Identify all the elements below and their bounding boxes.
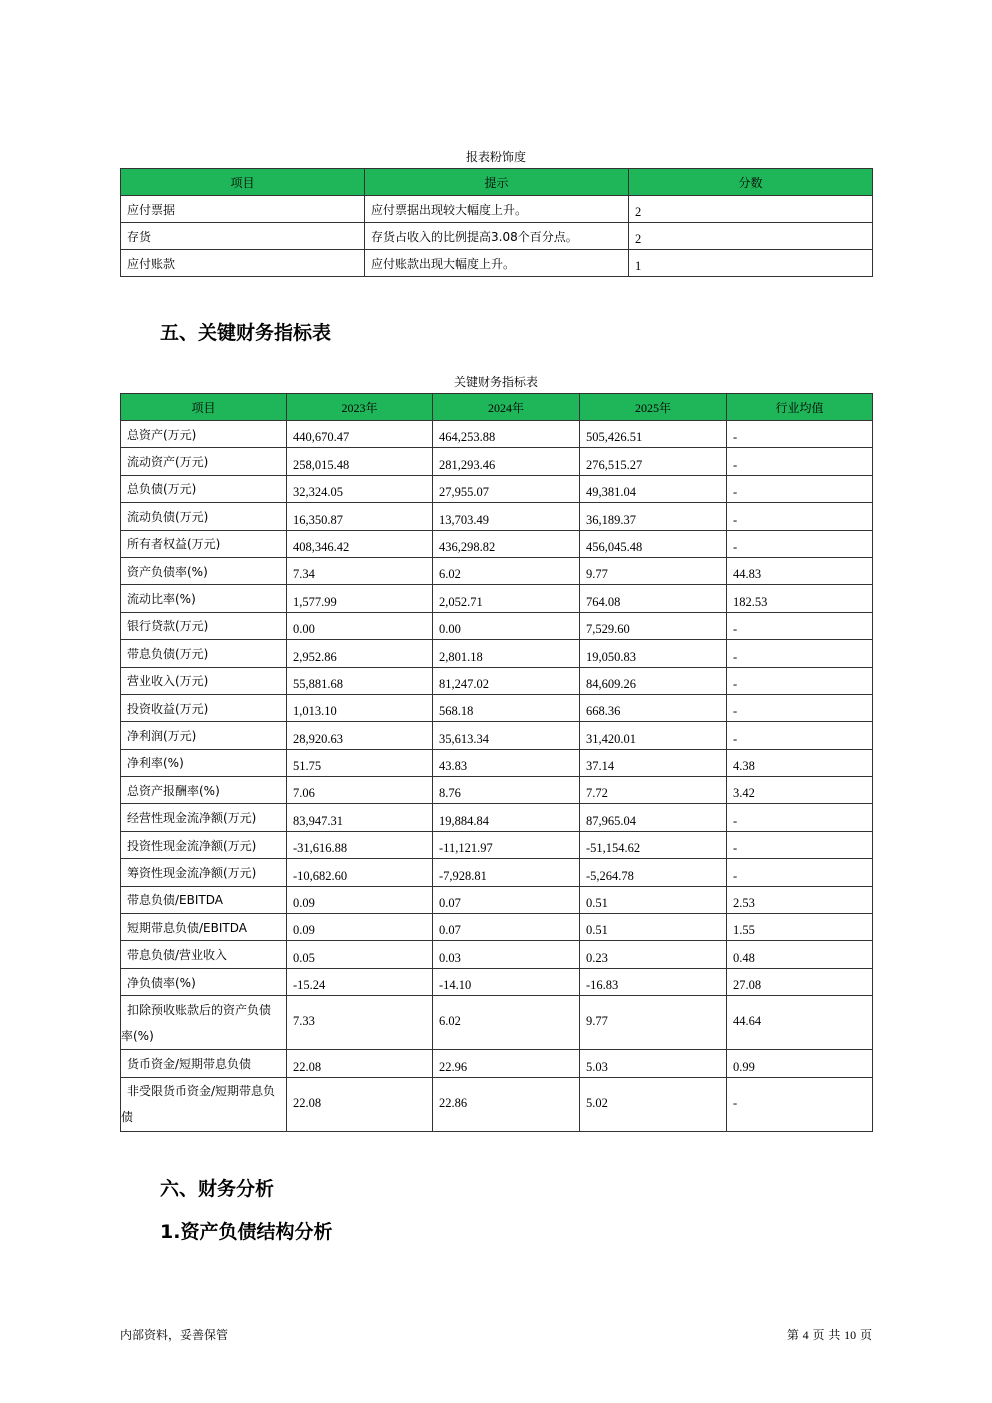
table2-caption: 关键财务指标表 bbox=[453, 375, 538, 389]
page-suffix: 页 bbox=[859, 1328, 872, 1342]
row-v2024: 0.00 bbox=[433, 612, 580, 639]
row-v2023: 2,952.86 bbox=[287, 640, 433, 667]
row-v2023: 258,015.48 bbox=[287, 448, 433, 475]
row-item: 应付票据 bbox=[121, 196, 365, 223]
row-v2025: 668.36 bbox=[580, 694, 727, 721]
row-avg: 4.38 bbox=[727, 749, 873, 776]
row-score: 1 bbox=[629, 250, 873, 277]
row-v2024: -11,121.97 bbox=[433, 831, 580, 858]
table1-header-hint: 提示 bbox=[365, 169, 629, 196]
row-avg: 3.42 bbox=[727, 777, 873, 804]
row-avg: 44.83 bbox=[727, 557, 873, 584]
row-item: 总资产(万元) bbox=[121, 421, 287, 448]
row-item: 净利润(万元) bbox=[121, 722, 287, 749]
row-v2023: 0.09 bbox=[287, 886, 433, 913]
table-row bbox=[121, 859, 873, 886]
table-row bbox=[121, 804, 873, 831]
row-v2023: 0.09 bbox=[287, 914, 433, 941]
table-row bbox=[121, 503, 873, 530]
page-current: 4 bbox=[802, 1328, 809, 1342]
row-v2023: 22.08 bbox=[287, 1050, 433, 1077]
section-6-1-heading: 1.资产负债结构分析 bbox=[160, 1221, 333, 1243]
row-item: 带息负债/EBITDA bbox=[121, 886, 287, 913]
row-v2024: 0.07 bbox=[433, 886, 580, 913]
row-v2025: 87,965.04 bbox=[580, 804, 727, 831]
row-v2023: 32,324.05 bbox=[287, 475, 433, 502]
table-row bbox=[121, 1077, 873, 1131]
row-v2023: 83,947.31 bbox=[287, 804, 433, 831]
row-v2024: -14.10 bbox=[433, 968, 580, 995]
row-avg: 44.64 bbox=[727, 996, 873, 1050]
row-v2023: 0.05 bbox=[287, 941, 433, 968]
row-v2024: 43.83 bbox=[433, 749, 580, 776]
table-row bbox=[121, 223, 873, 250]
row-item: 净利率(%) bbox=[121, 749, 287, 776]
row-v2024: 2,801.18 bbox=[433, 640, 580, 667]
row-hint: 应付账款出现大幅度上升。 bbox=[365, 250, 629, 277]
section-5-heading: 五、关键财务指标表 bbox=[160, 322, 332, 344]
row-v2024: 6.02 bbox=[433, 996, 580, 1050]
row-v2025: 0.51 bbox=[580, 914, 727, 941]
row-item: 投资收益(万元) bbox=[121, 694, 287, 721]
row-v2024: 0.03 bbox=[433, 941, 580, 968]
row-avg: - bbox=[727, 421, 873, 448]
row-v2024: 436,298.82 bbox=[433, 530, 580, 557]
row-item: 存货 bbox=[121, 223, 365, 250]
row-item: 应付账款 bbox=[121, 250, 365, 277]
table2-header-2023: 2023年 bbox=[287, 394, 433, 421]
row-hint: 存货占收入的比例提高3.08个百分点。 bbox=[365, 223, 629, 250]
row-v2023: 7.33 bbox=[287, 996, 433, 1050]
row-avg: 27.08 bbox=[727, 968, 873, 995]
row-avg: 2.53 bbox=[727, 886, 873, 913]
table-row bbox=[121, 530, 873, 557]
row-v2024: 22.96 bbox=[433, 1050, 580, 1077]
table-row bbox=[121, 557, 873, 584]
row-v2023: -31,616.88 bbox=[287, 831, 433, 858]
row-v2023: -15.24 bbox=[287, 968, 433, 995]
row-avg: 182.53 bbox=[727, 585, 873, 612]
row-item: 经营性现金流净额(万元) bbox=[121, 804, 287, 831]
row-avg: 0.99 bbox=[727, 1050, 873, 1077]
row-v2024: 464,253.88 bbox=[433, 421, 580, 448]
row-v2023: 22.08 bbox=[287, 1077, 433, 1131]
row-v2025: 456,045.48 bbox=[580, 530, 727, 557]
row-v2025: -5,264.78 bbox=[580, 859, 727, 886]
row-item: 净负债率(%) bbox=[121, 968, 287, 995]
row-v2025: 7,529.60 bbox=[580, 612, 727, 639]
row-v2023: 55,881.68 bbox=[287, 667, 433, 694]
row-item: 流动负债(万元) bbox=[121, 503, 287, 530]
table-row bbox=[121, 448, 873, 475]
row-v2025: 37.14 bbox=[580, 749, 727, 776]
page-mid: 页 共 bbox=[812, 1328, 841, 1342]
row-v2023: 7.34 bbox=[287, 557, 433, 584]
row-item: 短期带息负债/EBITDA bbox=[121, 914, 287, 941]
row-v2023: 1,577.99 bbox=[287, 585, 433, 612]
row-v2024: 13,703.49 bbox=[433, 503, 580, 530]
row-avg: - bbox=[727, 859, 873, 886]
row-item: 资产负债率(%) bbox=[121, 557, 287, 584]
table1-header-row bbox=[121, 169, 873, 196]
row-avg: 0.48 bbox=[727, 941, 873, 968]
table1-caption: 报表粉饰度 bbox=[465, 150, 526, 164]
row-avg: - bbox=[727, 1077, 873, 1131]
row-avg: - bbox=[727, 612, 873, 639]
row-v2023: 440,670.47 bbox=[287, 421, 433, 448]
row-avg: - bbox=[727, 804, 873, 831]
row-v2023: 28,920.63 bbox=[287, 722, 433, 749]
row-v2025: 0.23 bbox=[580, 941, 727, 968]
row-v2025: 9.77 bbox=[580, 996, 727, 1050]
row-v2024: 2,052.71 bbox=[433, 585, 580, 612]
row-v2025: 36,189.37 bbox=[580, 503, 727, 530]
row-v2024: -7,928.81 bbox=[433, 859, 580, 886]
row-v2024: 19,884.84 bbox=[433, 804, 580, 831]
row-item: 银行贷款(万元) bbox=[121, 612, 287, 639]
table-row bbox=[121, 996, 873, 1050]
row-v2024: 8.76 bbox=[433, 777, 580, 804]
row-v2025: 276,515.27 bbox=[580, 448, 727, 475]
row-v2023: 408,346.42 bbox=[287, 530, 433, 557]
table-row bbox=[121, 612, 873, 639]
row-score: 2 bbox=[629, 223, 873, 250]
table-row bbox=[121, 250, 873, 277]
footer-page-number bbox=[787, 1326, 872, 1343]
table-row bbox=[121, 1050, 873, 1077]
table2-header-2024: 2024年 bbox=[433, 394, 580, 421]
row-item: 带息负债/营业收入 bbox=[121, 941, 287, 968]
table2-header-2025: 2025年 bbox=[580, 394, 727, 421]
footer-confidential-note: 内部资料，妥善保管 bbox=[120, 1328, 229, 1342]
row-avg: - bbox=[727, 667, 873, 694]
row-v2023: 7.06 bbox=[287, 777, 433, 804]
table-row bbox=[121, 475, 873, 502]
table2-header-row bbox=[121, 394, 873, 421]
row-item: 总负债(万元) bbox=[121, 475, 287, 502]
row-v2025: 5.02 bbox=[580, 1077, 727, 1131]
row-v2025: 5.03 bbox=[580, 1050, 727, 1077]
row-v2025: 49,381.04 bbox=[580, 475, 727, 502]
row-v2025: 7.72 bbox=[580, 777, 727, 804]
table-row bbox=[121, 640, 873, 667]
key-financial-indicators-table bbox=[120, 393, 873, 1132]
row-avg: - bbox=[727, 640, 873, 667]
row-v2025: 0.51 bbox=[580, 886, 727, 913]
table-row bbox=[121, 421, 873, 448]
table-row bbox=[121, 831, 873, 858]
table2-header-industry-avg: 行业均值 bbox=[727, 394, 873, 421]
row-v2025: -51,154.62 bbox=[580, 831, 727, 858]
row-v2024: 281,293.46 bbox=[433, 448, 580, 475]
table-row bbox=[121, 777, 873, 804]
table-row bbox=[121, 886, 873, 913]
row-item: 货币资金/短期带息负债 bbox=[121, 1050, 287, 1077]
table1-header-item: 项目 bbox=[121, 169, 365, 196]
row-avg: - bbox=[727, 694, 873, 721]
row-hint: 应付票据出现较大幅度上升。 bbox=[365, 196, 629, 223]
table-row bbox=[121, 941, 873, 968]
table-row bbox=[121, 585, 873, 612]
row-v2025: 31,420.01 bbox=[580, 722, 727, 749]
row-item: 所有者权益(万元) bbox=[121, 530, 287, 557]
row-item: 筹资性现金流净额(万元) bbox=[121, 859, 287, 886]
row-avg: - bbox=[727, 448, 873, 475]
row-item: 带息负债(万元) bbox=[121, 640, 287, 667]
row-v2024: 22.86 bbox=[433, 1077, 580, 1131]
row-v2023: -10,682.60 bbox=[287, 859, 433, 886]
table-row bbox=[121, 196, 873, 223]
row-v2025: 505,426.51 bbox=[580, 421, 727, 448]
row-item: 总资产报酬率(%) bbox=[121, 777, 287, 804]
row-avg: - bbox=[727, 831, 873, 858]
row-v2024: 81,247.02 bbox=[433, 667, 580, 694]
row-v2025: 764.08 bbox=[580, 585, 727, 612]
row-v2023: 1,013.10 bbox=[287, 694, 433, 721]
row-v2023: 0.00 bbox=[287, 612, 433, 639]
row-v2025: -16.83 bbox=[580, 968, 727, 995]
row-v2024: 6.02 bbox=[433, 557, 580, 584]
row-v2025: 19,050.83 bbox=[580, 640, 727, 667]
section-6-heading: 六、财务分析 bbox=[160, 1178, 275, 1200]
row-avg: - bbox=[727, 530, 873, 557]
row-avg: - bbox=[727, 503, 873, 530]
table-row bbox=[121, 914, 873, 941]
row-v2025: 9.77 bbox=[580, 557, 727, 584]
row-v2024: 568.18 bbox=[433, 694, 580, 721]
table-row bbox=[121, 694, 873, 721]
row-score: 2 bbox=[629, 196, 873, 223]
row-v2023: 51.75 bbox=[287, 749, 433, 776]
table-row bbox=[121, 749, 873, 776]
row-v2023: 16,350.87 bbox=[287, 503, 433, 530]
page-total: 10 bbox=[844, 1328, 857, 1342]
row-v2025: 84,609.26 bbox=[580, 667, 727, 694]
table-row bbox=[121, 667, 873, 694]
row-item: 流动比率(%) bbox=[121, 585, 287, 612]
row-v2024: 0.07 bbox=[433, 914, 580, 941]
row-item: 流动资产(万元) bbox=[121, 448, 287, 475]
table-row bbox=[121, 968, 873, 995]
row-item: 扣除预收账款后的资产负债率(%) bbox=[121, 996, 287, 1050]
row-item: 营业收入(万元) bbox=[121, 667, 287, 694]
row-v2024: 35,613.34 bbox=[433, 722, 580, 749]
row-avg: - bbox=[727, 722, 873, 749]
report-window-dressing-table bbox=[120, 168, 873, 277]
table2-header-item: 项目 bbox=[121, 394, 287, 421]
row-avg: 1.55 bbox=[727, 914, 873, 941]
row-item: 非受限货币资金/短期带息负债 bbox=[121, 1077, 287, 1131]
page-prefix: 第 bbox=[786, 1328, 799, 1342]
row-avg: - bbox=[727, 475, 873, 502]
table-row bbox=[121, 722, 873, 749]
table1-header-score: 分数 bbox=[629, 169, 873, 196]
row-v2024: 27,955.07 bbox=[433, 475, 580, 502]
row-item: 投资性现金流净额(万元) bbox=[121, 831, 287, 858]
